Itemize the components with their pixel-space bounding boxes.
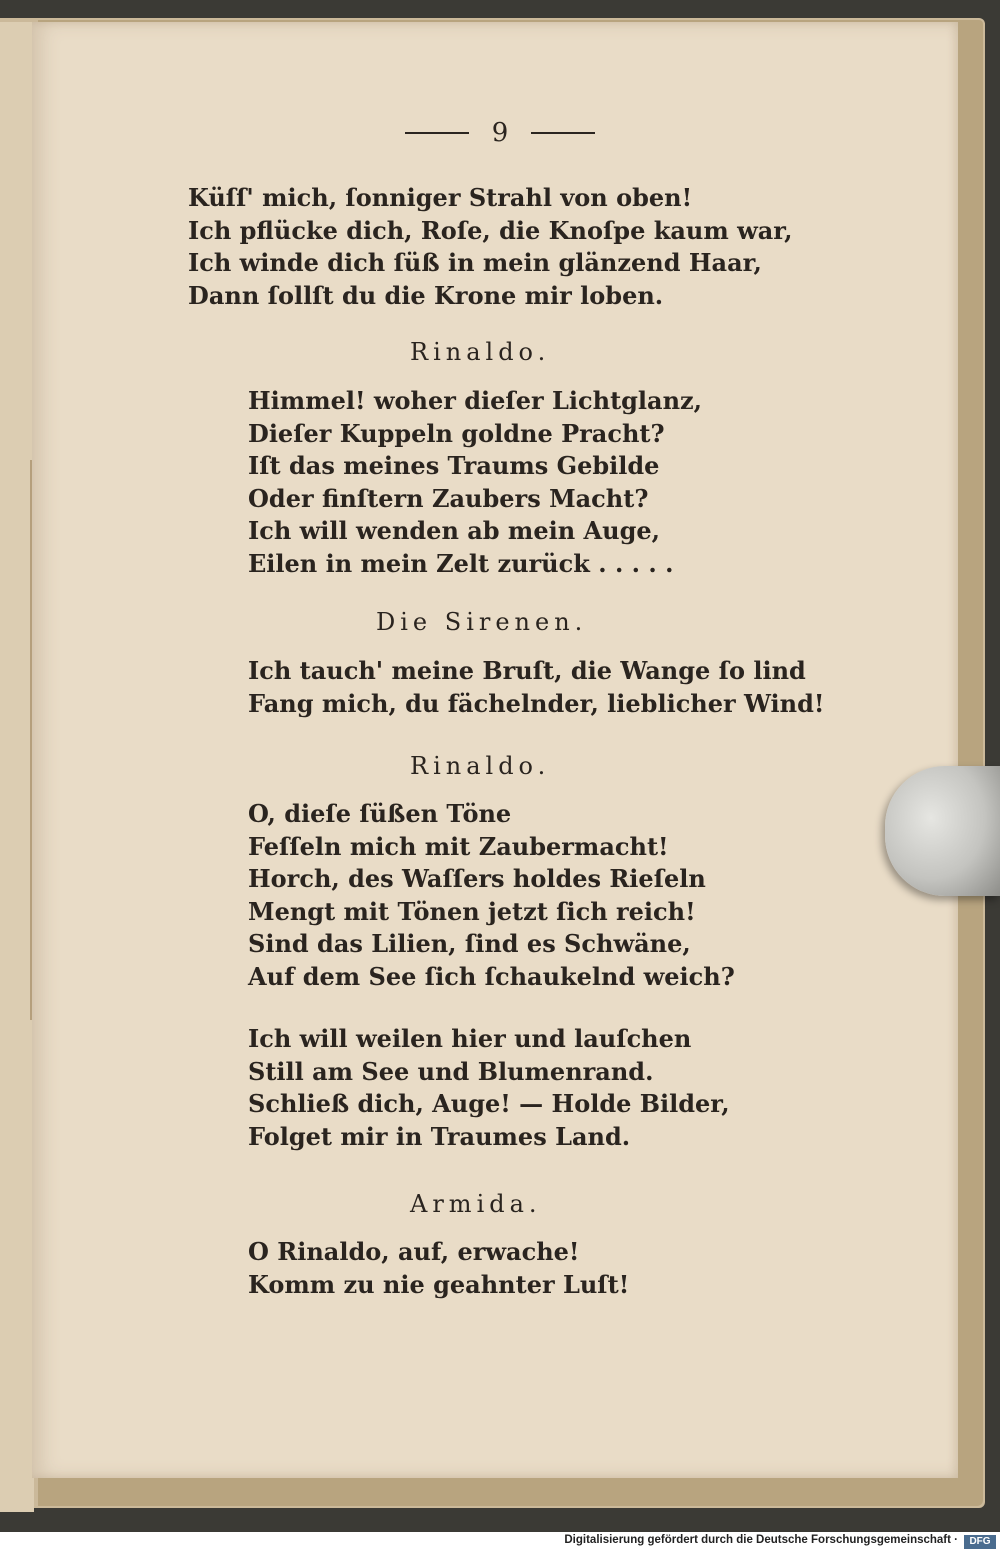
dfg-logo: DFG	[964, 1535, 996, 1549]
funding-credit: Digitalisierung gefördert durch die Deutsche Forschungsgemeinschaft ·	[564, 1534, 958, 1546]
speaker-rinaldo: Rinaldo.	[410, 752, 551, 780]
speaker-rinaldo: Rinaldo.	[410, 338, 551, 366]
speaker-sirenen: Die Sirenen.	[376, 608, 588, 636]
page-number: 9	[491, 118, 509, 148]
stanza-rinaldo-2a	[248, 798, 735, 993]
previous-page-strip	[0, 22, 34, 1512]
verse-line: Sind das Lilien, ſind es Schwäne,	[248, 929, 691, 958]
verse-line: Himmel! woher dieſer Lichtglanz,	[248, 386, 703, 415]
stanza-rinaldo-2b	[248, 1023, 730, 1153]
verse-line: O, dieſe ſüßen Töne	[248, 799, 512, 828]
verse-line: Komm zu nie geahnter Luſt!	[248, 1269, 630, 1299]
stanza-opening	[188, 182, 793, 312]
verse-line: Ich will weilen hier und lauſchen	[248, 1024, 692, 1053]
verse-line: Oder finſtern Zaubers Macht?	[248, 483, 649, 513]
verse-line: Feſſeln mich mit Zaubermacht!	[248, 831, 669, 861]
verse-line: Schließ dich, Auge! — Holde Bilder,	[248, 1089, 730, 1118]
verse-line: Auf dem See ſich ſchaukelnd weich?	[248, 961, 735, 991]
stanza-armida	[248, 1236, 629, 1301]
header-rule-right	[531, 132, 595, 134]
verse-line: Fang mich, du fächelnder, lieblicher Wind!	[248, 688, 825, 718]
verse-line: Ich winde dich ſüß in mein glänzend Haar,	[188, 248, 762, 277]
verse-line: Dieſer Kuppeln goldne Pracht?	[248, 418, 665, 448]
verse-line: Dann ſollſt du die Krone mir loben.	[188, 280, 664, 310]
verse-line: Küſſ' mich, ſonniger Strahl von oben!	[188, 183, 693, 212]
stanza-sirenen	[248, 655, 824, 720]
verse-line: Eilen in mein Zelt zurück . . . . .	[248, 548, 674, 578]
header-rule-left	[405, 132, 469, 134]
verse-line: Iſt das meines Traums Gebilde	[248, 451, 660, 480]
page-header	[0, 118, 1000, 148]
footer-bar	[0, 1532, 1000, 1552]
book-clip	[885, 766, 1000, 896]
verse-line: Ich tauch' meine Bruſt, die Wange ſo lind	[248, 656, 806, 685]
verse-line: Horch, des Waſſers holdes Rieſeln	[248, 864, 706, 893]
stanza-rinaldo-1	[248, 385, 702, 580]
speaker-armida: Armida.	[410, 1190, 542, 1218]
verse-line: Ich will wenden ab mein Auge,	[248, 516, 660, 545]
verse-line: Ich pflücke dich, Roſe, die Knoſpe kaum war,	[188, 215, 793, 245]
verse-line: O Rinaldo, auf, erwache!	[248, 1237, 580, 1266]
verse-line: Folget mir in Traumes Land.	[248, 1121, 631, 1151]
verse-line: Mengt mit Tönen jetzt ſich reich!	[248, 896, 696, 926]
verse-line: Still am See und Blumenrand.	[248, 1056, 654, 1086]
